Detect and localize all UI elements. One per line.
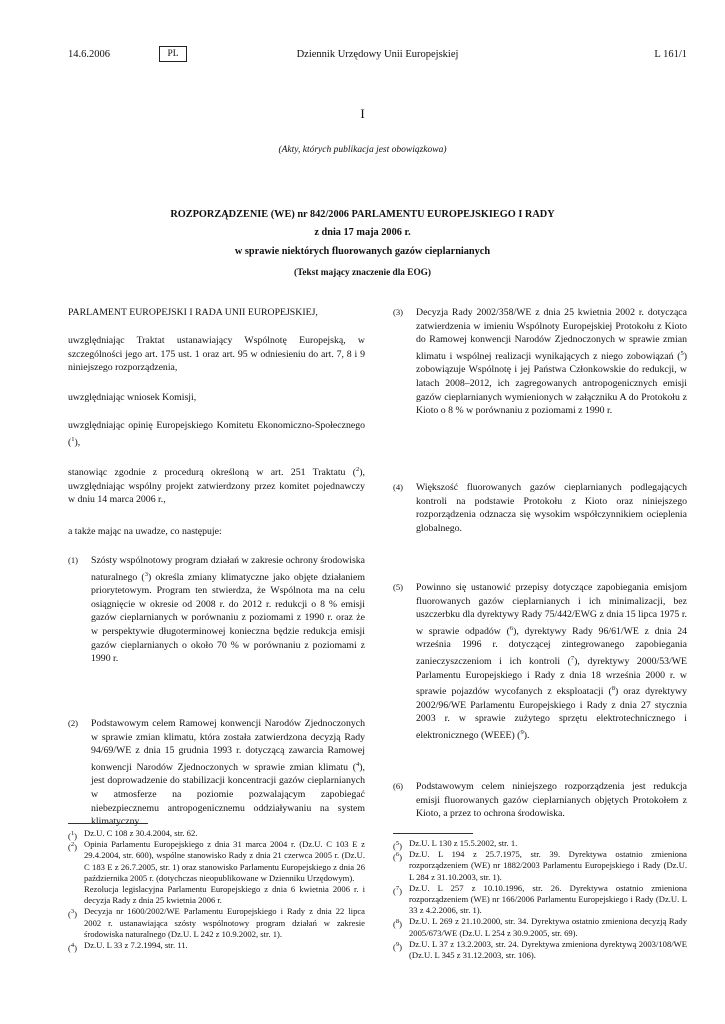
footnote-8: ($^8$) Dz.U. L 269 z 21.10.2000, str. 34. Dyrektywa ostatnio zmieniona decyzją Rady 2005/673/WE (Dz.U. L 254 z 30.9.2005, str. 69).: [393, 916, 687, 938]
recital-number: (2): [68, 718, 79, 728]
recital-number: (1): [68, 555, 79, 565]
footnote-ref: 4: [356, 760, 360, 768]
header-date: 14.6.2006: [68, 49, 110, 60]
citation-treaty: uwzględniając Traktat ustanawiający Wspólnotę Europejską, w szczególności jego art. 175 ust. 1 oraz art. 95 w odniesieniu do art. 7, 8 i 9 niniejszego rozporządzenia,: [68, 335, 365, 374]
footnote-5: ($^5$) Dz.U. L 130 z 15.5.2002, str. 1.: [393, 838, 518, 851]
footnote-ref: 3: [144, 570, 148, 578]
recital-number: (5): [393, 582, 404, 592]
eea-relevance: (Tekst mający znaczenie dla EOG): [293, 268, 432, 278]
recital-2: (2) Podstawowym celem Ramowej konwencji Narodów Zjednoczonych w sprawie zmian klimatu, która została zatwierdzona decyzją Rady 94/69/WE z dnia 15 grudnia 1993 r. dotyczącą zawarcia Ramowej konwencji Narodów Zjednoczonych w sprawie zmian klimatu ($^4$), jest doprowadzenie do stabilizacji koncentracji gazów cieplarnianych w atmosferze na poziomie pozwalającym zapobiegać niebezpiecznemu antropogenicznemu oddziaływaniu na system klimatyczny.: [68, 718, 365, 828]
opening-line: PARLAMENT EUROPEJSKI I RADA UNII EUROPEJSKIEJ,: [68, 307, 318, 318]
recital-number: (3): [393, 307, 404, 317]
language-badge: PL: [159, 46, 187, 62]
footnote-ref: 1: [71, 435, 75, 443]
footnotes-left: [68, 828, 365, 954]
footnote-ref: 7: [570, 654, 575, 662]
recital-5: (5) Powinno się ustanowić przepisy dotyczące zapobiegania emisjom fluorowanych gazów cieplarnianych i ich minimalizacji, bez uszczerbku dla dyrektywy Rady 75/442/EWG z dnia 15 lipca 1975 r. w sprawie odpadów ($^6$), dyrektywy Rady 96/61/WE z dnia 24 września 1996 r. dotyczącej zintegrowanego zapobiegania zanieczyszczeniom i ich kontroli ($^7$), dyrektywy 2000/53/WE Parlamentu Europejskiego i Rady z dnia 18 września 2000 r. w sprawie pojazdów wycofanych z eksploatacji ($^8$) oraz dyrektywy 2002/96/WE Parlamentu Europejskiego i Rady z dnia 27 stycznia 2003 r. w sprawie zużytego sprzętu elektrotechnicznego i elektronicznego (WEEE) ($^9$).: [393, 582, 688, 741]
acts-note: (Akty, których publikacja jest obowiązkowa): [278, 145, 447, 155]
footnote-2: ($^2$) Opinia Parlamentu Europejskiego z dnia 31 marca 2004 r. (Dz.U. C 103 E z 29.4.2004, str. 600), wspólne stanowisko Rady z dnia 21 czerwca 2005 r. (Dz.U. C 183 E z 26.7.2005, str. 1) oraz stanowisko Parlamentu Europejskiego z dnia 26 października 2005 r. (dotychczas nieopublikowane w Dzienniku Urzędowym). Rezolucja legislacyjna Parlamentu Europejskiego z dnia 6 kwietnia 2006 r. i decyzja Rady z dnia 25 kwietnia 2006 r.: [68, 839, 365, 906]
footnote-ref: 8: [611, 685, 616, 693]
footnote-9: ($^9$) Dz.U. L 37 z 13.2.2003, str. 24. Dyrektywa zmieniona dyrektywą 2003/108/WE (Dz.U. L 345 z 31.12.2003, str. 106).: [393, 938, 687, 961]
footnote-ref: 2: [356, 466, 360, 473]
footnote-4: ($^4$) Dz.U. L 33 z 7.2.1994, str. 11.: [68, 940, 188, 954]
page-number: L 161/1: [654, 49, 687, 60]
footnote-ref: 5: [680, 349, 684, 357]
recital-number: (6): [393, 781, 404, 791]
footnote-ref: 9: [520, 728, 524, 736]
footnote-3: ($^3$) Decyzja nr 1600/2002/WE Parlamentu Europejskiego i Rady z dnia 22 lipca 2002 r. ustanawiająca szósty wspólnotowy program działań w zakresie środowiska naturalnego (Dz.U. L 242 z 10.9.2002, str. 1).: [68, 906, 365, 939]
regulation-subject: w sprawie niektórych fluorowanych gazów cieplarnianych: [234, 246, 491, 257]
footnote-1: ($^1$) Dz.U. C 108 z 30.4.2004, str. 62.: [68, 828, 198, 841]
citation-committee: uwzględniając opinię Europejskiego Komitetu Ekonomiczno-Społecznego ($^1$),: [68, 420, 365, 448]
section-numeral: I: [360, 106, 365, 121]
footnote-divider: [393, 833, 473, 834]
recital-3: (3) Decyzja Rady 2002/358/WE z dnia 25 kwietnia 2002 r. dotycząca zatwierdzenia w imieniu Wspólnoty Europejskiej Protokołu z Kioto do Ramowej konwencji Narodów Zjednoczonych w sprawie zmian klimatu i wspólnej realizacji wynikających z niego zobowiązań ($^5$) zobowiązuje Wspólnotę i jej Państwa Członkowskie do redukcji, w latach 2008–2012, ich zagregowanych antropogenicznych emisji gazów cieplarnianych wymienionych w załączniku A do Protokołu z Kioto o 8 % w porównaniu z poziomami z 1990 r.: [393, 307, 687, 417]
footnote-ref: 6: [509, 624, 514, 632]
footnote-7: ($^7$) Dz.U. L 257 z 10.10.1996, str. 26. Dyrektywa ostatnio zmieniona rozporządzeniem (WE) nr 166/2006 Parlamentu Europejskiego i Rady (Dz.U. L 33 z 4.2.2006, str. 1).: [393, 882, 687, 916]
recital-6: (6) Podstawowym celem niniejszego rozporządzenia jest redukcja emisji fluorowanych gazów cieplarnianych objętych Protokołem z Kioto, a przez to ochrona środowiska.: [393, 781, 687, 820]
whereas-intro: a także mając na uwadze, co następuje:: [68, 526, 222, 537]
right-column: [393, 306, 687, 826]
footnotes-right: [393, 838, 687, 961]
citation-procedure: stanowiąc zgodnie z procedurą określoną w art. 251 Traktatu ($^2$), uwzględniając wspólny projekt zatwierdzony przez komitet pojednawczy w dniu 14 marca 2006 r.,: [68, 466, 365, 506]
recital-number: (4): [393, 482, 404, 492]
regulation-date: z dnia 17 maja 2006 r.: [314, 227, 411, 238]
recital-1: (1) Szósty wspólnotowy program działań w zakresie ochrony środowiska naturalnego ($^3$) określa zmiany klimatyczne jako objęte działaniem priorytetowym. Program ten stwierdza, że Wspólnota ma na celu osiągnięcie w okresie od 2008 r. do 2012 r. redukcji o 8 % emisji gazów cieplarnianych w porównaniu z poziomami z 1990 r. oraz że w perspektywie długoterminowej konieczna będzie redukcja emisji gazów cieplarnianych o około 70 % w porównaniu z poziomami z 1990 r.: [68, 555, 365, 665]
journal-title: Dziennik Urzędowy Unii Europejskiej: [296, 49, 459, 60]
recital-4: (4) Większość fluorowanych gazów cieplarnianych podlegających kontroli na podstawie Protokołu z Kioto oraz niniejszego rozporządzenia odznacza się wysokim współczynnikiem ocieplenia globalnego.: [393, 482, 687, 534]
footnote-divider: [68, 823, 148, 824]
page-header: [68, 49, 687, 65]
left-column: [68, 306, 365, 828]
footnote-6: ($^6$) Dz.U. L 194 z 25.7.1975, str. 39. Dyrektywa ostatnio zmieniona rozporządzeniem (WE) nr 1882/2003 Parlamentu Europejskiego i Rady (Dz.U. L 284 z 31.10.2003, str. 1).: [393, 849, 687, 882]
citation-proposal: uwzględniając wniosek Komisji,: [68, 392, 197, 403]
regulation-title: ROZPORZĄDZENIE (WE) nr 842/2006 PARLAMENTU EUROPEJSKIEGO I RADY: [170, 209, 555, 220]
